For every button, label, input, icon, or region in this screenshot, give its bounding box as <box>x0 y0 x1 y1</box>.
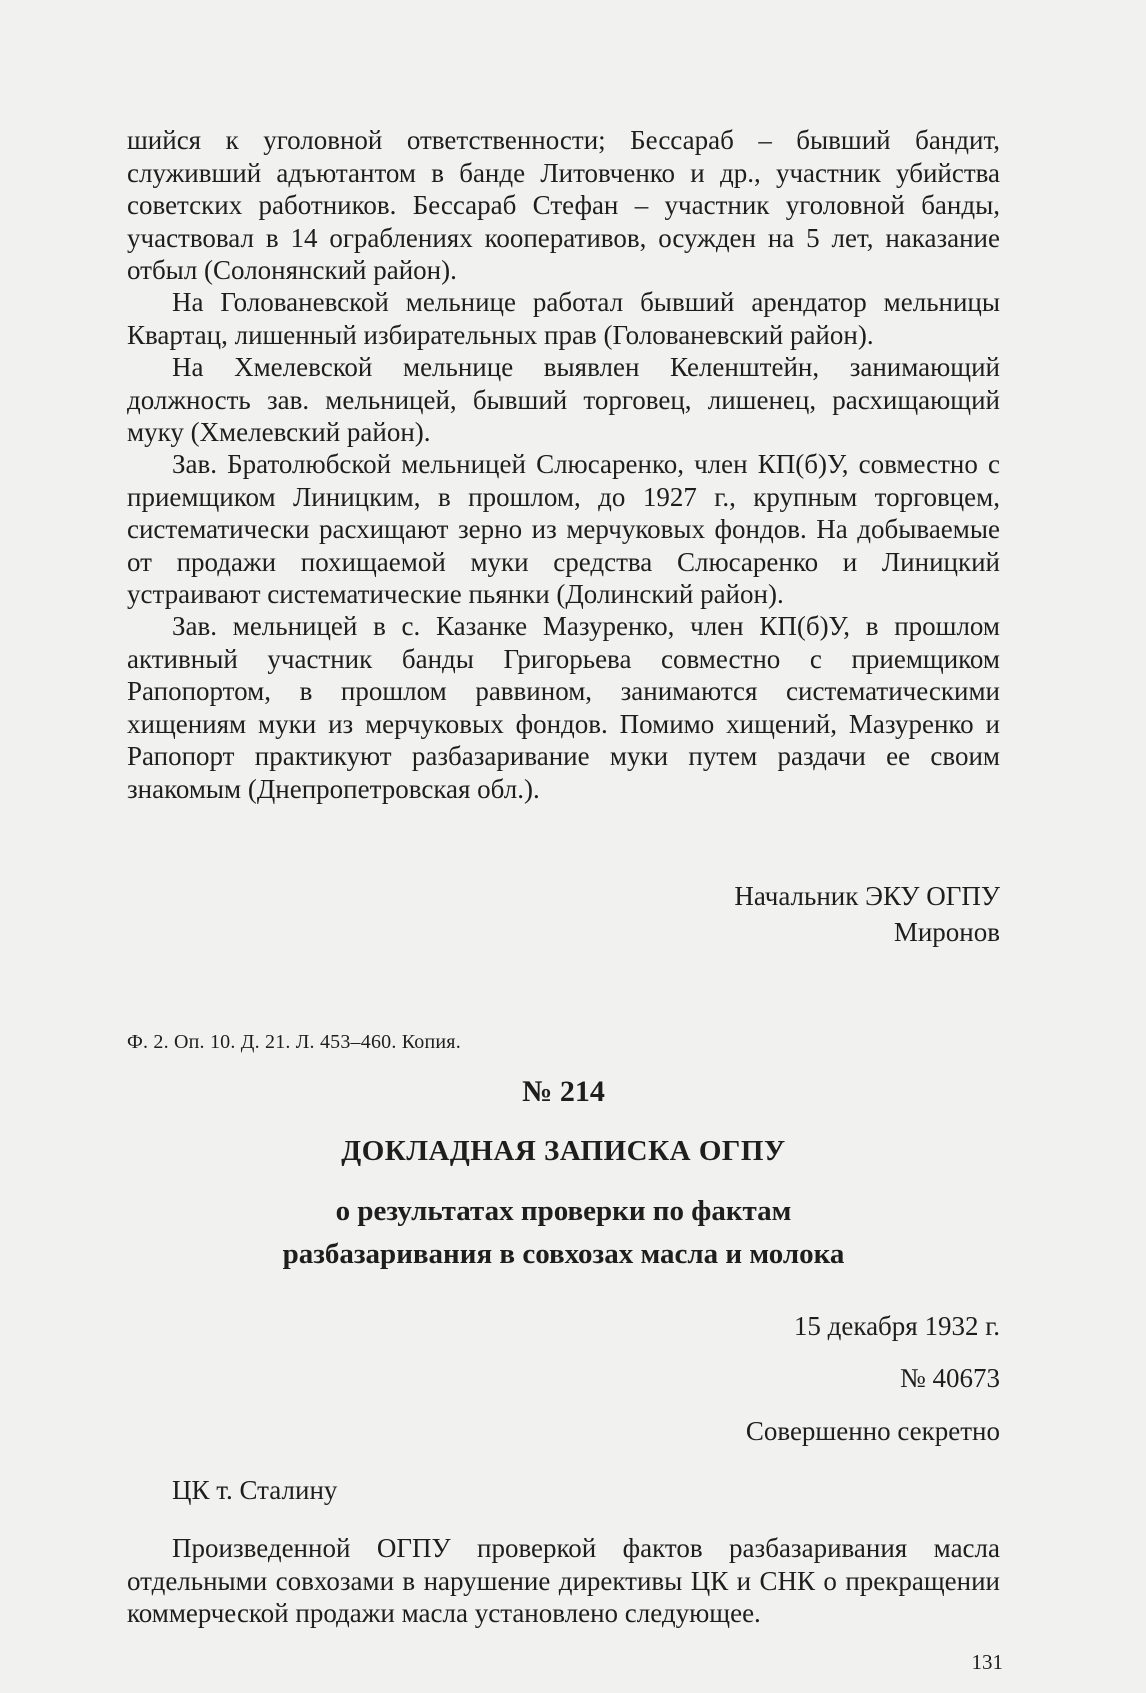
paragraph-5: Зав. мельницей в с. Казанке Мазуренко, член КП(б)У, в прошлом активный участник банды Григорьева совместно с приемщиком Рапопортом, в прошлом раввином, занимаются систематическими хищениям муки из мерчуковых фондов. Помимо хищений, Мазуренко и Рапопорт практикуют разбазаривание муки путем раздачи ее своим знакомым (Днепропетровская обл.). <box>127 611 1000 804</box>
body-text <box>127 286 1000 351</box>
opening-paragraph: Произведенной ОГПУ проверкой фактов разбазаривания масла отдельными совхозами в нарушение директивы ЦК и СНК о прекращении коммерческой продажи масла установлено следующее. <box>127 1533 1000 1628</box>
signature-block <box>734 878 1000 950</box>
paragraph-4: Зав. Братолюбской мельницей Слюсаренко, член КП(б)У, совместно с приемщиком Линицким, в прошлом, до 1927 г., крупным торговцем, систематически расхищают зерно из мерчуковых фондов. На добываемые от продажи похищаемой муки средства Слюсаренко и Линицкий устраивают систематические пьянки (Долинский район). <box>127 449 1000 609</box>
classification-label: Совершенно секретно <box>745 1416 1000 1446</box>
document-subtitle-line-1: о результатах проверки по фактам <box>335 1195 792 1227</box>
signature-position: Начальник ЭКУ ОГПУ <box>734 881 1000 911</box>
body-text <box>127 610 1000 805</box>
document-subtitle-line-2: разбазаривания в совхозах масла и молока <box>282 1238 845 1270</box>
body-text <box>127 1532 1000 1630</box>
document-date: 15 декабря 1932 г. <box>793 1311 1000 1341</box>
paragraph-2 <box>127 286 1000 351</box>
paragraph-2-text: На Голованевской мельнице работал бывший арендатор мельницы Квартац, лишенный избирательных прав (Голованевский район). <box>127 287 1000 350</box>
body-text <box>127 124 1000 287</box>
body-text <box>127 351 1000 449</box>
signature-name: Миронов <box>893 917 1000 947</box>
document-title: ДОКЛАДНАЯ ЗАПИСКА ОГПУ <box>341 1135 786 1167</box>
document-subtitle <box>127 1190 1000 1276</box>
paragraph-3: На Хмелевской мельнице выявлен Келенштейн, занимающий должность зав. мельницей, бывший торговец, лишенец, расхищающий муку (Хмелевский район). <box>127 352 1000 447</box>
paragraph-1: шийся к уголовной ответственности; Бессараб – бывший бандит, служивший адъютантом в банде Литовченко и др., участник убийства советских работников. Бессараб Стефан – участник уголовной банды, участвовал в 14 ограблениях кооперативов, осужден на 5 лет, наказание отбыл (Солонянский район). <box>127 125 1000 285</box>
page-number: 131 <box>971 1650 1003 1674</box>
body-text <box>127 448 1000 611</box>
archive-reference: Ф. 2. Оп. 10. Д. 21. Л. 453–460. Копия. <box>127 1031 461 1053</box>
document-number: № 214 <box>522 1075 605 1108</box>
document-reg-number: № 40673 <box>899 1363 1000 1393</box>
addressee: ЦК т. Сталину <box>172 1475 338 1505</box>
